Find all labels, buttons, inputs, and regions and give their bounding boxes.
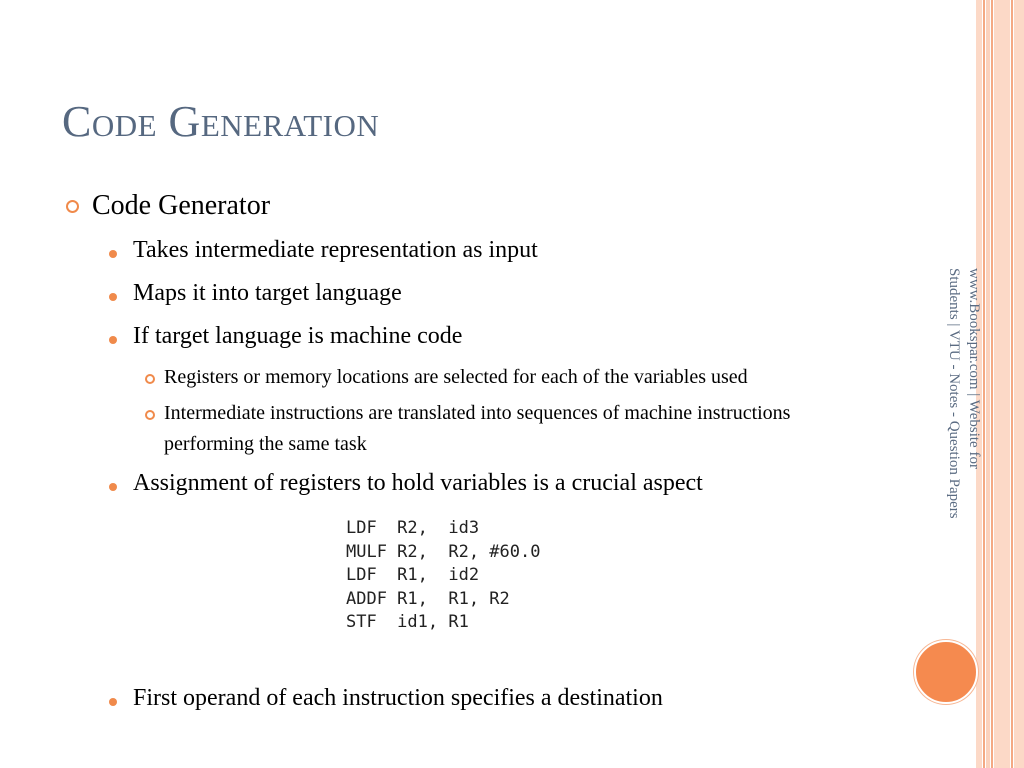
decorative-stripe bbox=[1011, 0, 1013, 768]
code-line: LDF R2, id3 bbox=[346, 518, 480, 538]
code-block bbox=[346, 517, 540, 635]
code-line: MULF R2, R2, #60.0 bbox=[346, 541, 541, 562]
decorative-circle bbox=[914, 640, 978, 704]
sub-bullet-item: Intermediate instructions are translated into sequences of machine instructions performing the same task bbox=[164, 402, 791, 455]
dot-bullet-icon bbox=[109, 293, 117, 301]
slide-title: Code Generation bbox=[62, 97, 380, 146]
bullet-item: First operand of each instruction specifies a destination bbox=[133, 685, 663, 711]
decorative-stripe bbox=[1014, 0, 1024, 768]
ring-bullet-icon bbox=[145, 374, 155, 384]
bullet-item: Assignment of registers to hold variables is a crucial aspect bbox=[133, 470, 703, 496]
dot-bullet-icon bbox=[109, 483, 117, 491]
ring-bullet-icon bbox=[66, 200, 79, 213]
dot-bullet-icon bbox=[109, 336, 117, 344]
dot-bullet-icon bbox=[109, 698, 117, 706]
ring-bullet-icon bbox=[145, 410, 155, 420]
side-text-line: Students | VTU - Notes - Question Papers bbox=[946, 268, 962, 519]
code-line: LDF R1, id2 bbox=[346, 565, 480, 585]
bullet-item: Maps it into target language bbox=[133, 280, 402, 306]
sub-bullet-item: Registers or memory locations are selected for each of the variables used bbox=[164, 366, 748, 388]
code-line: STF id1, R1 bbox=[346, 612, 469, 632]
side-watermark-text bbox=[944, 268, 984, 608]
side-text-line: www.Bookspar.com | Website for bbox=[966, 268, 982, 469]
code-line: ADDF R1, R1, R2 bbox=[346, 588, 510, 609]
level1-item: Code Generator bbox=[92, 190, 271, 221]
decorative-stripe bbox=[994, 0, 1010, 768]
decorative-stripe bbox=[991, 0, 993, 768]
dot-bullet-icon bbox=[109, 250, 117, 258]
bullet-item: If target language is machine code bbox=[133, 323, 463, 349]
decorative-stripe bbox=[986, 0, 990, 768]
bullet-item: Takes intermediate representation as input bbox=[133, 237, 538, 263]
